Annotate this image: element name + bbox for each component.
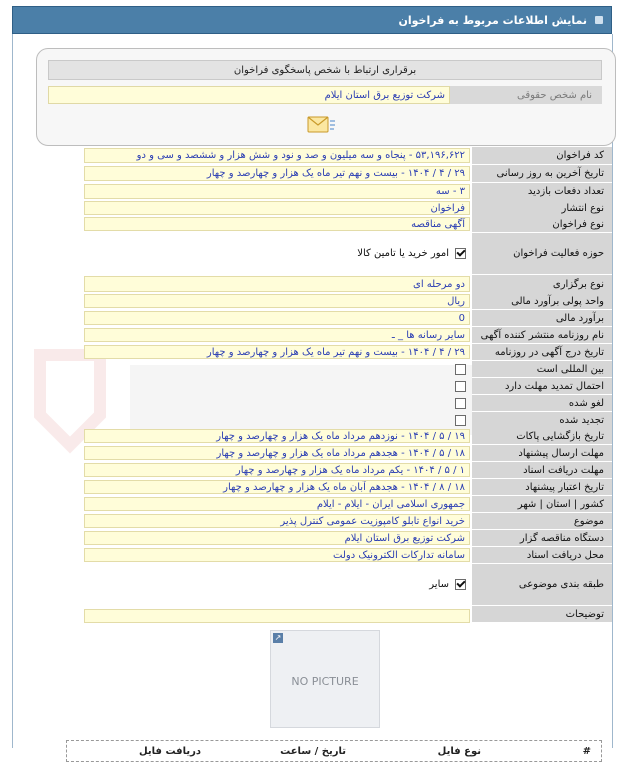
field-value: ۱۸ / ۵ / ۱۴۰۴ - هجدهم مرداد ماه یک هزار و چهارصد و چهار — [84, 446, 470, 460]
field-row — [84, 395, 612, 412]
field-row — [84, 462, 612, 479]
field-label: محل دریافت اسناد — [472, 547, 612, 564]
field-value: شرکت توزیع برق استان ایلام — [84, 531, 470, 545]
field-row — [84, 479, 612, 496]
files-col-type: نوع فایل — [437, 745, 481, 757]
field-label: برآورد مالی — [472, 310, 612, 327]
page-header — [12, 6, 612, 34]
field-row — [84, 344, 612, 361]
envelope-icon[interactable] — [306, 112, 336, 136]
field-value: ۱۸ / ۸ / ۱۴۰۴ - هجدهم آبان ماه یک هزار و چهارصد و چهار — [84, 480, 470, 494]
field-label: کشور | استان | شهر — [472, 496, 612, 513]
field-checkbox-value — [84, 396, 470, 410]
tender-image-placeholder — [270, 630, 380, 728]
checked-checkbox[interactable] — [455, 248, 466, 259]
no-picture-text: NO PICTURE — [291, 675, 359, 688]
unchecked-checkbox[interactable] — [455, 398, 466, 409]
checkbox-label: امور خرید یا تامین کالا — [357, 248, 449, 259]
field-row — [84, 496, 612, 513]
checkbox-label: سایر — [429, 579, 449, 590]
field-label: نام روزنامه منتشر کننده آگهی — [472, 327, 612, 344]
legal-entity-value: شرکت توزیع برق استان ایلام — [48, 86, 450, 104]
field-row — [84, 216, 612, 233]
field-value: ۲۹ / ۴ / ۱۴۰۴ - بیست و نهم تیر ماه یک هزار و چهارصد و چهار — [84, 345, 470, 359]
field-label: واحد پولی برآورد مالی — [472, 293, 612, 310]
field-value: آگهی مناقصه — [84, 217, 470, 231]
field-row — [84, 547, 612, 564]
field-row — [84, 275, 612, 294]
field-row — [84, 327, 612, 344]
field-label: توضیحات — [472, 606, 612, 623]
field-label: حوزه فعالیت فراخوان — [472, 233, 612, 275]
field-label: مهلت دریافت اسناد — [472, 462, 612, 479]
field-value: جمهوری اسلامی ایران - ایلام - ایلام — [84, 497, 470, 511]
field-label: کد فراخوان — [472, 147, 612, 165]
field-row — [84, 233, 612, 275]
field-value: ۵۳,۱۹۶,۶۲۲ - پنجاه و سه میلیون و صد و نود و شش هزار و ششصد و سی و دو — [84, 148, 470, 163]
unchecked-checkbox[interactable] — [455, 381, 466, 392]
field-value — [84, 609, 470, 623]
field-value: سامانه تدارکات الکترونیک دولت — [84, 548, 470, 562]
field-checkbox-value — [84, 413, 470, 427]
files-table-header — [66, 740, 602, 762]
field-label: تاریخ بازگشایی پاکات — [472, 428, 612, 445]
field-value: سایر رسانه ها _ ـ — [84, 328, 470, 342]
field-label: دستگاه مناقصه گزار — [472, 530, 612, 547]
field-value: ۱۹ / ۵ / ۱۴۰۴ - نوزدهم مرداد ماه یک هزار و چهارصد و چهار — [84, 429, 470, 443]
header-bullet-icon — [595, 16, 603, 24]
field-checkbox-value — [84, 565, 470, 604]
field-label: نوع فراخوان — [472, 216, 612, 233]
field-row — [84, 378, 612, 395]
field-row — [84, 513, 612, 530]
field-label: نوع انتشار — [472, 200, 612, 217]
field-label: تاریخ اعتبار پیشنهاد — [472, 479, 612, 496]
field-row — [84, 200, 612, 217]
field-label: نوع برگزاری — [472, 275, 612, 294]
contact-panel-title: برقراری ارتباط با شخص پاسخگوی فراخوان — [48, 60, 602, 80]
unchecked-checkbox[interactable] — [455, 415, 466, 426]
field-value: ۱ / ۵ / ۱۴۰۴ - یکم مرداد ماه یک هزار و چهارصد و چهار — [84, 463, 470, 477]
checked-checkbox[interactable] — [455, 579, 466, 590]
field-label: طبقه بندی موضوعی — [472, 564, 612, 606]
field-value: فراخوان — [84, 201, 470, 215]
field-label: تاریخ آخرین به روز رسانی — [472, 165, 612, 183]
field-value: خرید انواع تابلو کامپوزیت عمومی کنترل پذیر — [84, 514, 470, 528]
field-label: تاریخ درج آگهی در روزنامه — [472, 344, 612, 361]
field-label: تجدید شده — [472, 412, 612, 429]
field-label: احتمال تمدید مهلت دارد — [472, 378, 612, 395]
field-row — [84, 165, 612, 183]
field-row — [84, 564, 612, 606]
field-label: موضوع — [472, 513, 612, 530]
field-value: ۳ - سه — [84, 184, 470, 199]
field-label: لغو شده — [472, 395, 612, 412]
field-label: بین المللی است — [472, 361, 612, 378]
field-row — [84, 183, 612, 201]
unchecked-checkbox[interactable] — [455, 364, 466, 375]
files-col-datetime: تاریخ / ساعت — [280, 745, 346, 757]
field-row — [84, 606, 612, 623]
files-col-download: دریافت فایل — [139, 745, 201, 757]
files-col-number: # — [582, 745, 591, 757]
field-checkbox-value — [84, 362, 470, 376]
field-row — [84, 361, 612, 378]
field-row — [84, 293, 612, 310]
field-row — [84, 428, 612, 445]
field-row — [84, 147, 612, 165]
field-value: دو مرحله ای — [84, 276, 470, 292]
field-value: ۲۹ / ۴ / ۱۴۰۴ - بیست و نهم تیر ماه یک هزار و چهارصد و چهار — [84, 166, 470, 181]
field-value: ریال — [84, 294, 470, 308]
field-label: مهلت ارسال پیشنهاد — [472, 445, 612, 462]
field-value: 0 — [84, 311, 470, 325]
field-checkbox-value — [84, 234, 470, 273]
field-row — [84, 412, 612, 429]
field-row — [84, 530, 612, 547]
field-label: تعداد دفعات بازدید — [472, 183, 612, 201]
field-row — [84, 310, 612, 327]
field-checkbox-value — [84, 379, 470, 393]
frame-left-border — [12, 34, 13, 748]
broken-image-icon: ↗ — [274, 633, 282, 642]
page-title: نمایش اطلاعات مربوط به فراخوان — [398, 13, 587, 27]
field-row — [84, 445, 612, 462]
legal-entity-label: نام شخص حقوقی — [450, 86, 602, 104]
